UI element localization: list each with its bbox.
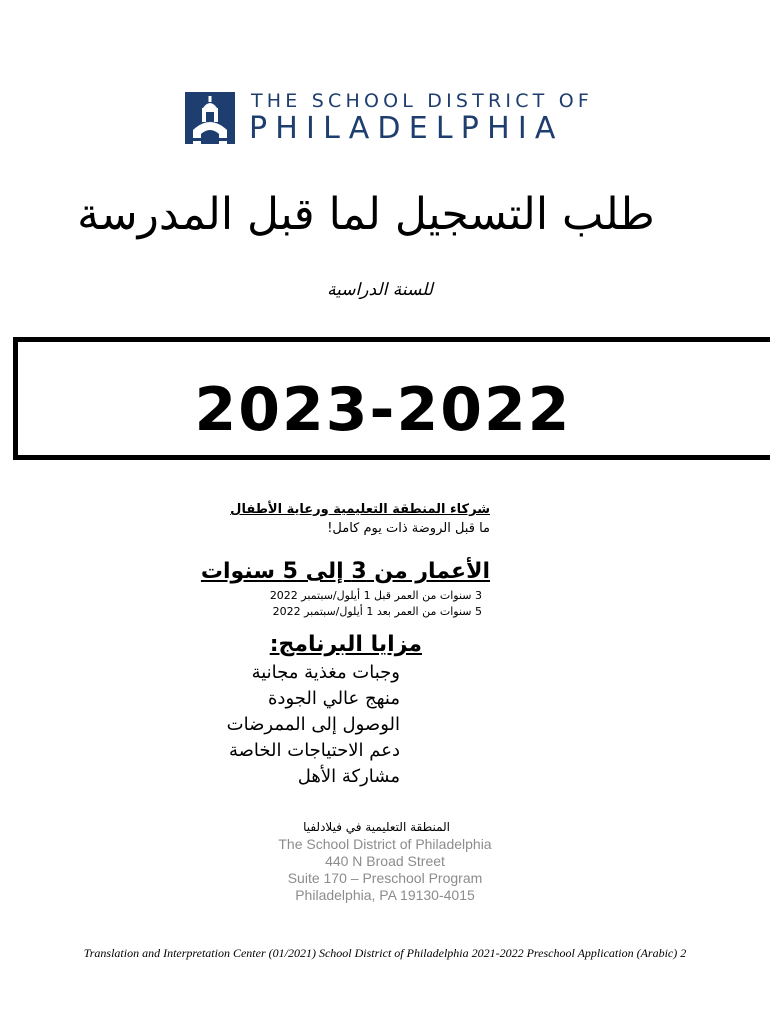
list-item: الوصول إلى الممرضات [226, 714, 400, 735]
address-line: The School District of Philadelphia [278, 836, 492, 852]
address-line: Suite 170 – Preschool Program [287, 870, 483, 886]
list-item: وجبات مغذية مجانية [251, 662, 400, 683]
benefits-heading: مزايا البرنامج: [269, 632, 422, 657]
partners-text: ما قبل الروضة ذات يوم كامل! [327, 521, 490, 536]
age-line-3-years: 3 سنوات من العمر قبل 1 أيلول/سبتمبر 2022 [269, 589, 482, 602]
age-line-5-years: 5 سنوات من العمر بعد 1 أيلول/سبتمبر 2022 [272, 605, 482, 618]
mailing-address [230, 836, 540, 904]
address-line: Philadelphia, PA 19130-4015 [295, 887, 475, 903]
list-item: مشاركة الأهل [297, 766, 400, 787]
page-title: طلب التسجيل لما قبل المدرسة [77, 189, 655, 240]
list-item: منهج عالي الجودة [268, 688, 400, 709]
page-footer: Translation and Interpretation Center (01/2021) School District of Philadelphia 2021-2022 Preschool Application (Arabic) 2 [83, 946, 687, 960]
benefits-list [200, 660, 400, 790]
logo-text-line1: THE SCHOOL DISTRICT OF [251, 90, 593, 112]
address-line: 440 N Broad Street [325, 853, 445, 869]
school-year: 2023-2022 [194, 375, 572, 445]
building-cupola-icon [185, 92, 235, 144]
partners-heading: شركاء المنطقة التعليمية ورعاية الأطفال [230, 502, 490, 517]
list-item: دعم الاحتياجات الخاصة [229, 740, 400, 761]
page-subtitle: للسنة الدراسية [327, 280, 433, 300]
logo-text-line2: PHILADELPHIA [249, 111, 564, 146]
address-arabic-name: المنطقة التعليمية في فيلادلفيا [303, 820, 450, 834]
ages-heading: الأعمار من 3 إلى 5 سنوات [200, 559, 490, 584]
school-district-logo [185, 90, 593, 146]
